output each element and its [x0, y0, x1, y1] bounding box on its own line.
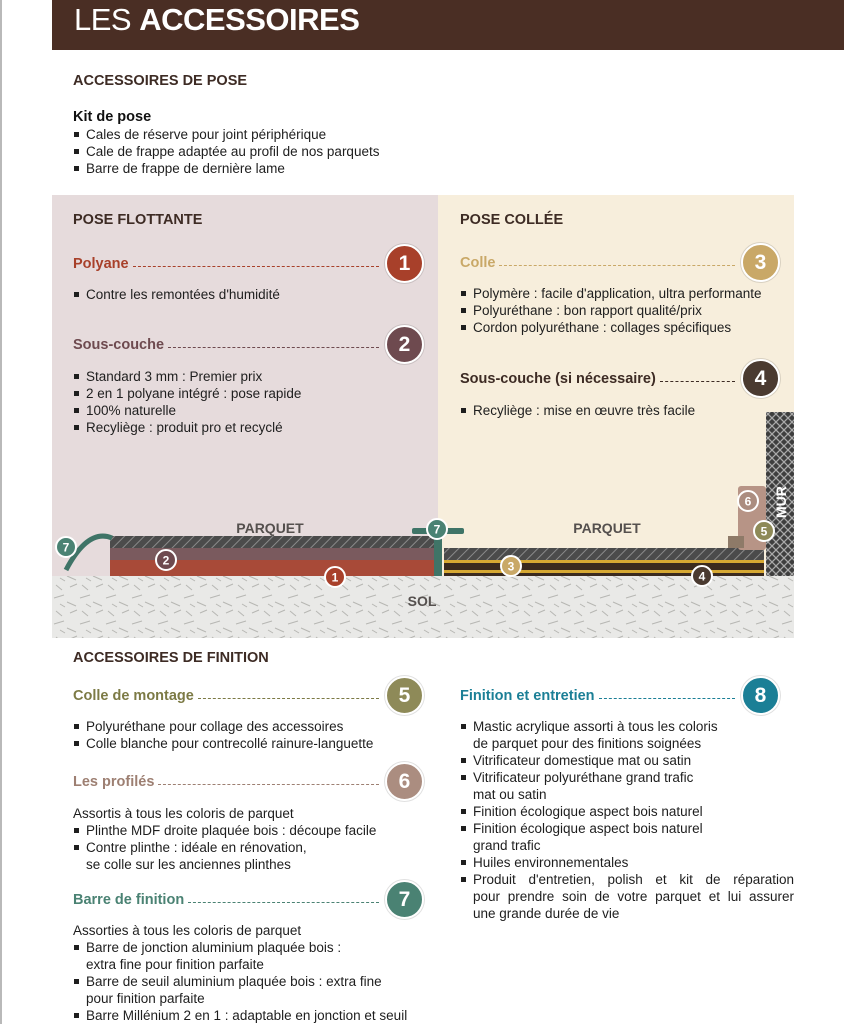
list-item: Produit d'entretien, polish et kit de réparation pour prendre soin de votre parquet et lui assurer une grande durée de vie: [460, 871, 794, 922]
list-item: Cale de frappe adaptée au profil de nos parquets: [73, 143, 379, 160]
list-item: Recyliège : mise en œuvre très facile: [460, 402, 695, 419]
parquet-board-left: [110, 536, 438, 548]
threshold-bar-stem: [434, 534, 442, 576]
label-polyane: Polyane: [73, 255, 129, 272]
list-item: Contre plinthe : idéale en rénovation, se colle sur les anciennes plinthes: [73, 839, 376, 873]
badge-4: 4: [741, 359, 780, 398]
svg-text:2: 2: [162, 553, 170, 568]
heading-pose-collee: POSE COLLÉE: [460, 212, 564, 228]
list-item: Huiles environnementales: [460, 854, 794, 871]
svg-text:5: 5: [760, 524, 768, 539]
svg-text:4: 4: [698, 569, 706, 584]
marker-4: [692, 566, 712, 586]
badge-8: 8: [741, 676, 780, 715]
list-item: Cordon polyuréthane : collages spécifiques: [460, 319, 761, 336]
label-row-polyane: [73, 244, 424, 283]
svg-text:7: 7: [433, 522, 441, 537]
marker-7-threshold: [427, 519, 447, 539]
label-row-sous-couche-collee: [460, 359, 780, 398]
label-colle-montage: Colle de montage: [73, 687, 194, 704]
list-item: Polymère : facile d'application, ultra performante: [460, 285, 761, 302]
colle-list: [460, 285, 761, 336]
list-item: Barre Millénium 2 en 1 : adaptable en jonction et seuil: [73, 1007, 407, 1024]
profiles-list: [73, 805, 376, 873]
glue-line-bottom: [444, 570, 764, 573]
list-item: 2 en 1 polyane intégré : pose rapide: [73, 385, 301, 402]
list-item: Finition écologique aspect bois naturel grand trafic: [460, 820, 794, 854]
dotted-leader: [198, 698, 379, 699]
list-item: Mastic acrylique assorti à tous les coloris de parquet pour des finitions soignées: [460, 718, 794, 752]
dotted-leader: [158, 784, 379, 785]
list-item: Barre de jonction aluminium plaquée bois : extra fine pour finition parfaite: [73, 939, 407, 973]
list-intro: Assorties à tous les coloris de parquet: [73, 923, 302, 938]
svg-text:3: 3: [507, 559, 515, 574]
badge-3: 3: [741, 243, 780, 282]
diagram-label-parquet-right: PARQUET: [573, 520, 641, 536]
label-profiles: Les profilés: [73, 773, 155, 790]
section-heading-pose: ACCESSOIRES DE POSE: [73, 73, 248, 89]
kit-title: Kit de pose: [73, 109, 152, 125]
svg-text:1: 1: [331, 570, 339, 585]
diagram-label-parquet-left: PARQUET: [236, 520, 304, 536]
diagram-label-mur: MUR: [773, 486, 789, 518]
dotted-leader: [133, 266, 379, 267]
label-row-barre-finition: [73, 880, 424, 919]
list-item: Standard 3 mm : Premier prix: [73, 368, 301, 385]
diagram-label-sol: SOL: [407, 593, 437, 609]
page-edge-line: [0, 0, 2, 1024]
marker-6: [738, 491, 758, 511]
list-item: Barre de frappe de dernière lame: [73, 160, 379, 177]
label-row-sous-couche: [73, 325, 424, 364]
list-item: Finition écologique aspect bois naturel: [460, 803, 794, 820]
list-item: Vitrificateur domestique mat ou satin: [460, 752, 794, 769]
glue-line-top: [444, 560, 764, 563]
page-title: LES ACCESSOIRES: [74, 2, 360, 37]
colle-montage-list: [73, 718, 373, 752]
list-intro: Assortis à tous les coloris de parquet: [73, 806, 294, 821]
svg-text:7: 7: [62, 540, 70, 555]
badge-6: 6: [385, 762, 424, 801]
entretien-list: [460, 718, 794, 922]
list-item: Recyliège : produit pro et recyclé: [73, 419, 301, 436]
svg-text:6: 6: [744, 494, 752, 509]
floor-cross-section-diagram: [52, 410, 794, 638]
badge-2: 2: [385, 325, 424, 364]
list-item: Plinthe MDF droite plaquée bois : découpe facile: [73, 822, 376, 839]
label-row-colle: [460, 243, 780, 282]
label-sous-couche-collee: Sous-couche (si nécessaire): [460, 370, 656, 387]
barre-finition-list: [73, 922, 407, 1024]
polyane-list: [73, 286, 280, 303]
list-item: Barre de seuil aluminium plaquée bois : extra fine pour finition parfaite: [73, 973, 407, 1007]
label-colle: Colle: [460, 254, 496, 271]
dotted-leader: [499, 265, 735, 266]
parquet-board-right: [444, 548, 764, 560]
skirting-foot: [728, 536, 744, 548]
marker-2: [156, 550, 176, 570]
dotted-leader: [188, 902, 379, 903]
label-row-colle-montage: [73, 676, 424, 715]
list-item: Polyuréthane pour collage des accessoires: [73, 718, 373, 735]
list-item: Polyuréthane : bon rapport qualité/prix: [460, 302, 761, 319]
list-item: Vitrificateur polyuréthane grand trafic mat ou satin: [460, 769, 794, 803]
dotted-leader: [660, 381, 735, 382]
list-item: Cales de réserve pour joint périphérique: [73, 126, 379, 143]
dotted-leader: [599, 698, 735, 699]
badge-5: 5: [385, 676, 424, 715]
marker-7-left: [56, 537, 76, 557]
label-sous-couche: Sous-couche: [73, 336, 165, 353]
list-item: Colle blanche pour contrecollé rainure-languette: [73, 735, 373, 752]
heading-pose-flottante: POSE FLOTTANTE: [73, 212, 203, 228]
marker-3: [501, 556, 521, 576]
badge-1: 1: [385, 244, 424, 283]
section-heading-finition: ACCESSOIRES DE FINITION: [73, 650, 269, 666]
label-row-profiles: [73, 762, 424, 801]
badge-7: 7: [385, 880, 424, 919]
marker-5: [754, 521, 774, 541]
label-barre-finition: Barre de finition: [73, 891, 185, 908]
list-item: 100% naturelle: [73, 402, 301, 419]
kit-list: [73, 126, 379, 177]
marker-1: [325, 567, 345, 587]
label-entretien: Finition et entretien: [460, 687, 595, 704]
list-item: Contre les remontées d'humidité: [73, 286, 280, 303]
label-row-entretien: [460, 676, 780, 715]
dotted-leader: [168, 347, 379, 348]
